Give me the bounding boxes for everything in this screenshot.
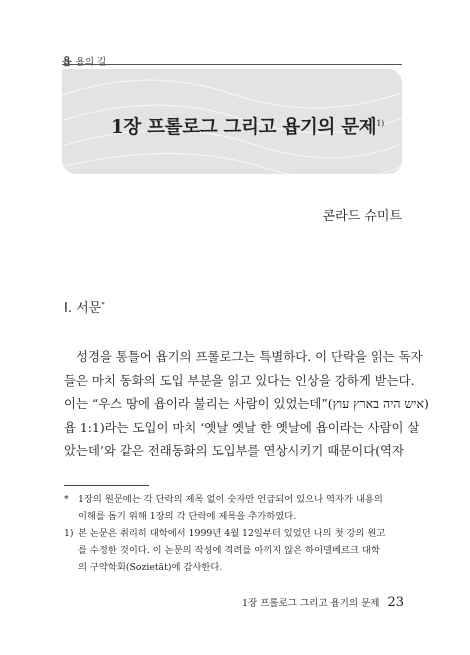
- footnote-item: [64, 525, 404, 576]
- footnote-mark: 1): [64, 528, 74, 539]
- footnote-line: 의 구약학회(Sozietät)에 감사한다.: [78, 562, 223, 573]
- footnote-rule: [64, 485, 149, 486]
- footnote-item: [64, 491, 404, 525]
- page-number: 23: [387, 595, 404, 610]
- body-paragraph: [64, 345, 429, 463]
- running-head: [62, 53, 106, 68]
- body-line: 았는데’와 같은 전래동화의 도입부를 연상시키기 때문이다(역자: [64, 443, 404, 459]
- running-head-label: 욥의 길: [75, 56, 107, 68]
- footnotes: [64, 491, 404, 576]
- body-line: 들은 마치 동화의 도입 부분을 읽고 있다는 인상을 강하게 받는다.: [64, 372, 415, 388]
- section-heading: [64, 297, 105, 316]
- body-line: 욥 1:1)라는 도입이 마치 ‘옛날 옛날 한 옛날에 욥이라는 사람이 살: [64, 419, 420, 435]
- body-line: 성경을 통틀어 욥기의 프롤로그는 특별하다. 이 단락을 읽는 독자: [76, 349, 423, 364]
- chapter-footnote-ref: 1): [376, 118, 384, 128]
- author-name: 콘라드 슈미트: [322, 209, 402, 224]
- footer-title: 1장 프롤로그 그리고 욥기의 문제: [242, 598, 380, 609]
- footnote-mark: *: [64, 494, 69, 505]
- chapter-title: [111, 113, 384, 139]
- header-rule: [62, 64, 402, 65]
- footnote-line: 본 논문은 취리히 대학에서 1999년 4월 12일부터 있었던 나의 첫 강의 원고: [78, 528, 386, 539]
- body-line: 이는 “우스 땅에 욥이라 불리는 사람이 있었는데”(איש היה בארץ עוץ): [64, 396, 429, 412]
- book-logo-icon: 욥: [62, 57, 72, 68]
- footnote-line: 1장의 원문에는 각 단락의 제목 없이 숫자만 언급되어 있으나 역자가 내용의: [78, 494, 383, 505]
- section-footnote-ref: *: [101, 300, 105, 309]
- footnote-line: 를 수정한 것이다. 이 논문의 작성에 격려를 아끼지 않은 하이델베르크 대학: [78, 545, 380, 556]
- chapter-title-box: [62, 69, 402, 174]
- chapter-title-text: 1장 프롤로그 그리고 욥기의 문제: [110, 117, 377, 138]
- footnote-line: 이해를 돕기 위해 1장의 각 단락에 제목을 추가하였다.: [78, 511, 297, 522]
- section-heading-text: Ⅰ. 서문: [64, 301, 102, 316]
- page-footer: [242, 595, 404, 610]
